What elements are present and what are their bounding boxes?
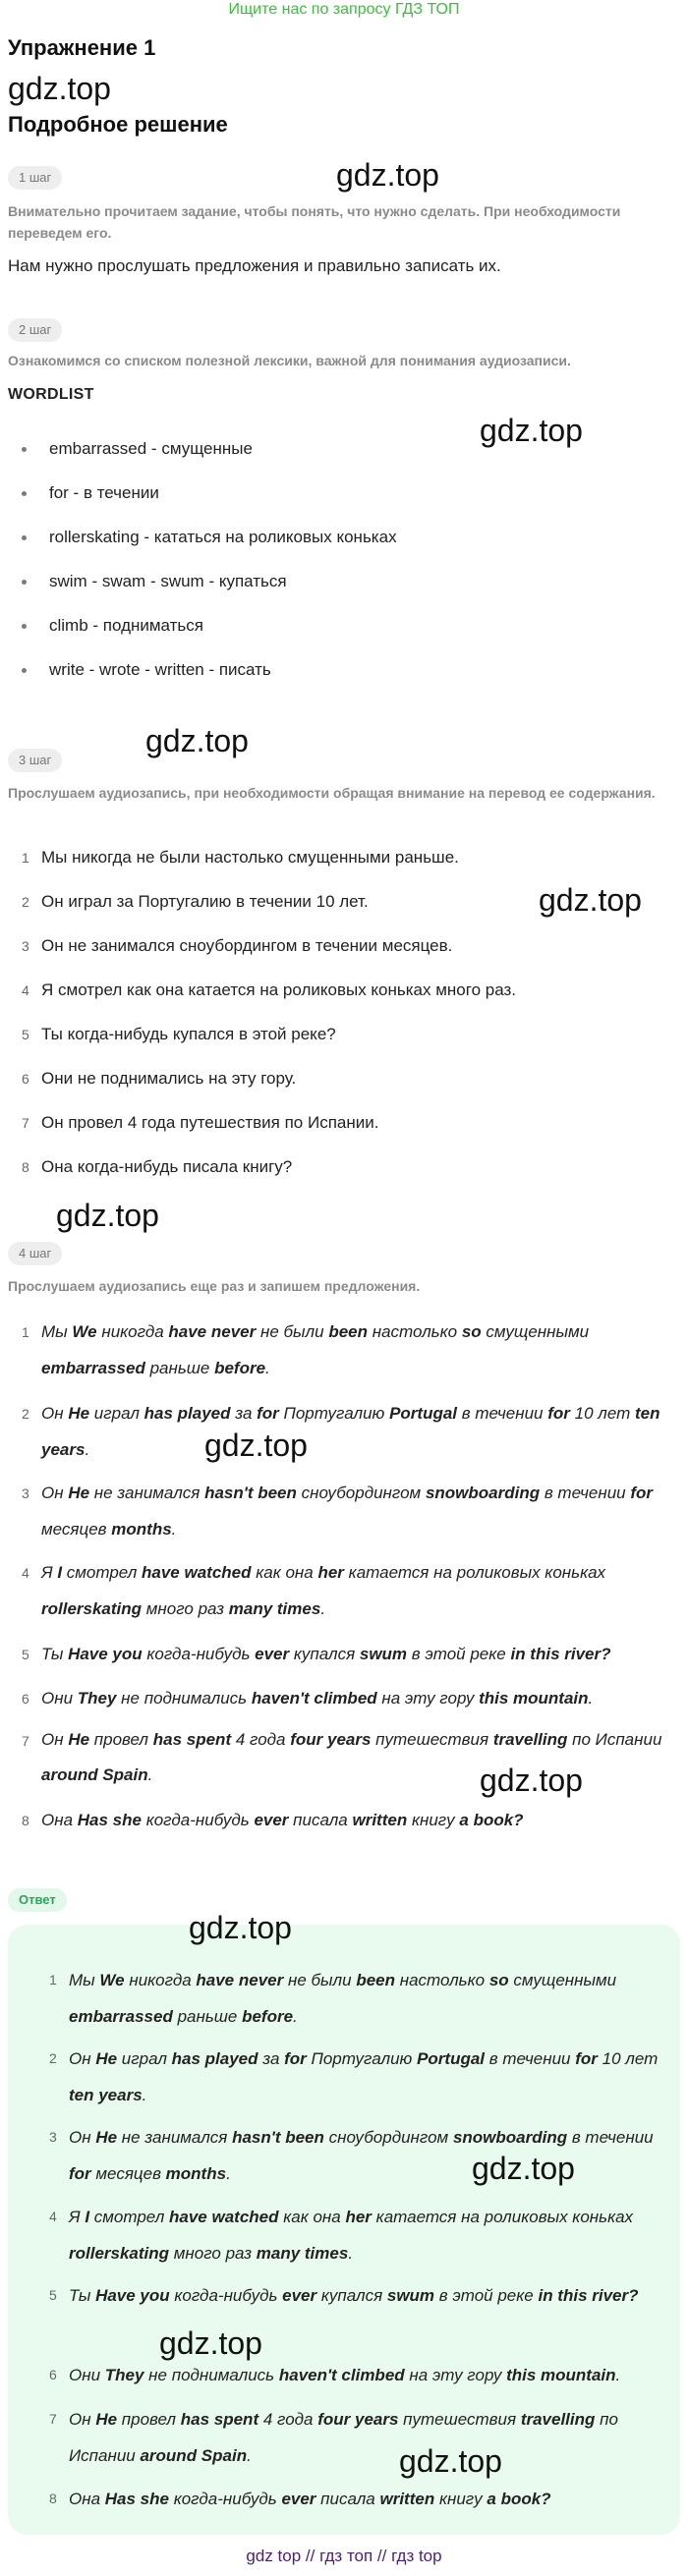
- translation-item: [22, 979, 670, 1002]
- item-number: 2: [22, 894, 29, 910]
- step-1-hint: Внимательно прочитаем задание, чтобы понять, что нужно сделать. При необходимости переведем его.: [8, 203, 621, 241]
- answer-chip: [8, 1888, 67, 1912]
- answer-item: [49, 2199, 659, 2271]
- item-number: 1: [22, 850, 29, 866]
- wordlist-heading: WORDLIST: [8, 386, 94, 403]
- translation-item: [22, 846, 670, 869]
- answer-text: Он He играл has played за for Португалию Portugal в течении for 10 лет ten years.: [69, 2049, 659, 2104]
- translation-text: Она когда-нибудь писала книгу?: [41, 1157, 293, 1176]
- translation-item: [22, 1023, 670, 1046]
- answer-text: Они They не поднимались haven't climbed на эту гору this mountain.: [69, 2366, 621, 2384]
- step-3-chip: [8, 749, 62, 772]
- item-number: 7: [22, 1115, 29, 1131]
- watermark: gdz.top: [399, 2443, 502, 2479]
- watermark: gdz.top: [56, 1198, 159, 1233]
- wordlist-item: [22, 658, 271, 682]
- wordlist-text: swim - swam - swum - купаться: [49, 572, 287, 590]
- translation-text: Я смотрел как она катается на роликовых коньках много раз.: [41, 980, 517, 999]
- watermark: gdz.top: [480, 413, 583, 448]
- answer-text: Ты Have you когда-нибудь ever купался swum в этой реке in this river?: [69, 2286, 639, 2305]
- item-number: 3: [49, 2129, 57, 2145]
- step-label: 3 шаг: [8, 749, 62, 772]
- answer-item: [49, 2481, 659, 2517]
- watermark: gdz.top: [159, 2325, 262, 2361]
- item-number: 4: [22, 982, 29, 998]
- sentence-item: [22, 1395, 678, 1468]
- watermark: gdz.top: [204, 1428, 308, 1463]
- step-label: 4 шаг: [8, 1242, 62, 1265]
- item-number: 8: [22, 1159, 29, 1175]
- item-number: 6: [22, 1691, 29, 1707]
- site-name: gdz.top: [8, 71, 111, 106]
- answer-item: [49, 2357, 659, 2393]
- watermark: gdz.top: [480, 1763, 583, 1798]
- item-number: 4: [49, 2209, 57, 2224]
- answer-text: Он He провел has spent 4 года four years путешествия travelling по Испании around Spain.: [69, 2410, 618, 2465]
- item-number: 3: [22, 1485, 29, 1501]
- step-1-text: Нам нужно прослушать предложения и правильно записать их.: [8, 256, 501, 275]
- item-number: 8: [22, 1813, 29, 1828]
- sentence-text: Ты Have you когда-нибудь ever купался swum в этой реке in this river?: [41, 1645, 611, 1663]
- bullet-dot: [22, 447, 27, 452]
- bullet-dot: [22, 535, 27, 540]
- bullet-dot: [22, 668, 27, 673]
- watermark: gdz.top: [336, 157, 439, 193]
- item-number: 8: [49, 2491, 57, 2506]
- translation-item: [22, 1155, 670, 1179]
- sentence-text: Я I смотрел have watched как она her катается на роликовых коньках rollerskating много раз many times.: [41, 1563, 606, 1618]
- item-number: 2: [49, 2050, 57, 2066]
- step-3-hint: Прослушаем аудиозапись, при необходимости обращая внимание на перевод ее содержания.: [8, 785, 656, 801]
- answer-label: Ответ: [8, 1888, 67, 1912]
- translation-text: Мы никогда не были настолько смущенными раньше.: [41, 848, 459, 867]
- sentence-text: Мы We никогда have never не были been настолько so смущенными embarrassed раньше before.: [41, 1322, 590, 1377]
- translation-item: [22, 934, 670, 958]
- item-number: 7: [22, 1733, 29, 1749]
- step-2-chip: [8, 318, 62, 342]
- translation-text: Ты когда-нибудь купался в этой реке?: [41, 1025, 336, 1043]
- sentence-text: Он He играл has played за for Португалию Portugal в течении for 10 лет ten years.: [41, 1404, 660, 1459]
- translation-text: Он провел 4 года путешествия по Испании.: [41, 1113, 379, 1132]
- translation-item: [22, 890, 670, 914]
- watermark: gdz.top: [539, 882, 642, 918]
- watermark: gdz.top: [145, 723, 249, 758]
- sentence-item: [22, 1680, 678, 1717]
- step-4-hint: Прослушаем аудиозапись еще раз и запишем предложения.: [8, 1278, 421, 1294]
- item-number: 2: [22, 1406, 29, 1422]
- translation-text: Они не поднимались на эту гору.: [41, 1069, 297, 1088]
- step-2-hint: Ознакомимся со списком полезной лексики, важной для понимания аудиозаписи.: [8, 353, 571, 368]
- sentence-item: [22, 1314, 678, 1386]
- bullet-dot: [22, 624, 27, 629]
- item-number: 6: [22, 1071, 29, 1087]
- exercise-title: Упражнение 1: [8, 35, 156, 60]
- sentence-item: [22, 1636, 678, 1673]
- item-number: 6: [49, 2367, 57, 2382]
- wordlist-item: [22, 526, 397, 549]
- step-1-chip: [8, 166, 62, 190]
- answer-item: [49, 2041, 659, 2113]
- item-number: 4: [22, 1565, 29, 1581]
- footer-links[interactable]: gdz top // гдз топ // гдз top: [246, 2547, 442, 2565]
- bullet-dot: [22, 491, 27, 496]
- item-number: 5: [22, 1647, 29, 1662]
- item-number: 5: [22, 1027, 29, 1042]
- sentence-text: Он He провел has spent 4 года four years путешествия travelling по Испании around Spain.: [41, 1730, 662, 1784]
- sentence-item: [22, 1802, 678, 1839]
- step-label: 1 шаг: [8, 166, 62, 190]
- wordlist-item: [22, 570, 287, 593]
- sentence-text: Он He не занимался hasn't been сноубордингом snowboarding в течении for месяцев months.: [41, 1484, 654, 1539]
- solution-title: Подробное решение: [8, 112, 228, 137]
- top-search-link[interactable]: Ищите нас по запросу ГДЗ ТОП: [228, 1, 460, 18]
- item-number: 1: [49, 1972, 57, 1988]
- step-4-chip: [8, 1242, 62, 1265]
- sentence-item: [22, 1475, 678, 1547]
- item-number: 3: [22, 938, 29, 954]
- wordlist-text: embarrassed - смущенные: [49, 439, 253, 458]
- wordlist-text: write - wrote - written - писать: [49, 660, 271, 679]
- answer-item: [49, 2401, 659, 2474]
- watermark: gdz.top: [472, 2151, 575, 2186]
- item-number: 5: [49, 2287, 57, 2303]
- answer-text: Он He не занимался hasn't been сноубордингом snowboarding в течении for месяцев months.: [69, 2128, 654, 2183]
- wordlist-text: rollerskating - кататься на роликовых коньках: [49, 528, 397, 546]
- sentence-text: Она Has she когда-нибудь ever писала written книгу a book?: [41, 1811, 524, 1829]
- answer-item: [49, 1962, 659, 2035]
- step-label: 2 шаг: [8, 318, 62, 342]
- wordlist-text: for - в течении: [49, 483, 159, 502]
- wordlist-item: [22, 481, 159, 505]
- wordlist-item: [22, 614, 203, 638]
- item-number: 1: [22, 1324, 29, 1340]
- sentence-text: Они They не поднимались haven't climbed на эту гору this mountain.: [41, 1689, 594, 1708]
- bullet-dot: [22, 580, 27, 585]
- answer-text: Она Has she когда-нибудь ever писала written книгу a book?: [69, 2490, 551, 2508]
- watermark: gdz.top: [189, 1910, 292, 1945]
- answer-item: [49, 2277, 659, 2314]
- answer-text: Мы We никогда have never не были been настолько so смущенными embarrassed раньше before.: [69, 1971, 617, 2026]
- sentence-item: [22, 1554, 678, 1627]
- translation-text: Он играл за Португалию в течении 10 лет.: [41, 892, 369, 911]
- translation-text: Он не занимался сноубордингом в течении месяцев.: [41, 936, 453, 955]
- translation-item: [22, 1067, 670, 1091]
- item-number: 7: [49, 2411, 57, 2427]
- wordlist-item: [22, 437, 253, 461]
- answer-text: Я I смотрел have watched как она her катается на роликовых коньках rollerskating много раз many times.: [69, 2208, 634, 2263]
- translation-item: [22, 1111, 670, 1135]
- wordlist-text: climb - подниматься: [49, 616, 203, 635]
